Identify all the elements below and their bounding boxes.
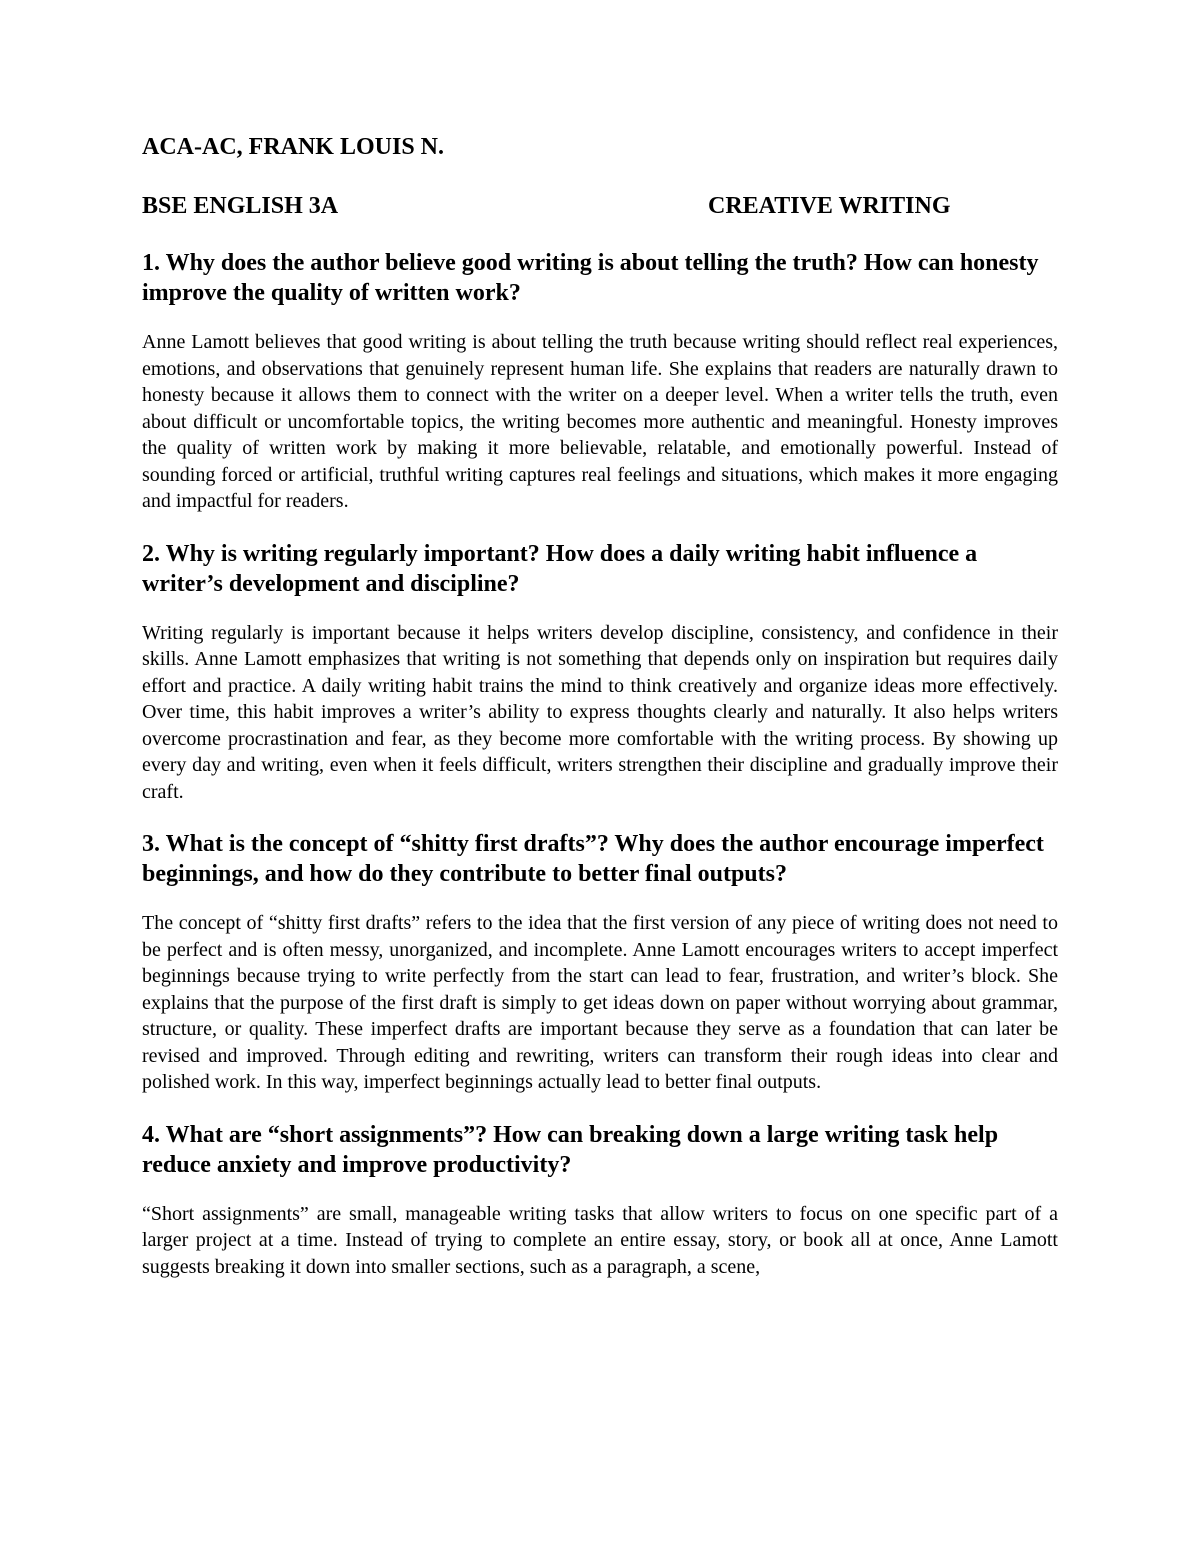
subject-label: CREATIVE WRITING [708, 193, 951, 219]
answer-4: “Short assignments” are small, manageable writing tasks that allow writers to focus on one specific part of a larger project at a time. Instead of trying to complete an entire essay, story, or book all at once, Anne Lamott suggests breaking it down into smaller sections, such as a paragraph, a scene, [142, 1202, 1058, 1278]
answer-3: The concept of “shitty first drafts” refers to the idea that the first version of any piece of writing does not need to be perfect and is often messy, unorganized, and incomplete. Anne Lamott encourages writers to accept imperfect beginnings because trying to write perfectly from the start can lead to fear, frustration, and writer’s block. She explains that the purpose of the first draft is simply to get ideas down on paper without worrying about grammar, structure, or quality. These imperfect drafts are important because they serve as a foundation that can later be revised and improved. Through editing and rewriting, writers can transform their rough ideas into clear and polished work. In this way, imperfect beginnings actually lead to better final outputs. [142, 912, 1058, 1093]
answer-1: Anne Lamott believes that good writing is about telling the truth because writing should reflect real experiences, emotions, and observations that genuinely represent human life. She explains that readers are naturally drawn to honesty because it allows them to connect with the writer on a deeper level. When a writer tells the truth, even about difficult or uncomfortable topics, the writing becomes more authentic and meaningful. Honesty improves the quality of written work by making it more believable, relatable, and emotionally powerful. Instead of sounding forced or artificial, truthful writing captures real feelings and situations, which makes it more engaging and impactful for readers. [142, 331, 1058, 512]
question-4: 4. What are “short assignments”? How can breaking down a large writing task help reduce anxiety and improve productivity? [142, 1121, 999, 1178]
course-row [142, 191, 1058, 221]
question-1: 1. Why does the author believe good writing is about telling the truth? How can honesty improve the quality of written work? [142, 250, 1039, 306]
question-3: 3. What is the concept of “shitty first drafts”? Why does the author encourage imperfect beginnings, and how do they contribute to better final outputs? [142, 831, 1044, 887]
course-label: BSE ENGLISH 3A [142, 193, 339, 219]
document-page [142, 132, 1058, 1280]
question-2: 2. Why is writing regularly important? How does a daily writing habit influence a writer’s development and discipline? [142, 540, 978, 597]
student-name: ACA-AC, FRANK LOUIS N. [142, 134, 445, 160]
answer-2: Writing regularly is important because it helps writers develop discipline, consistency, and confidence in their skills. Anne Lamott emphasizes that writing is not something that depends only on inspiration but requires daily effort and practice. A daily writing habit trains the mind to think creatively and organize ideas more effectively. Over time, this habit improves a writer’s ability to express thoughts clearly and naturally. It also helps writers overcome procrastination and fear, as they become more comfortable with the writing process. By showing up every day and writing, even when it feels difficult, writers strengthen their discipline and gradually improve their craft. [142, 621, 1058, 803]
